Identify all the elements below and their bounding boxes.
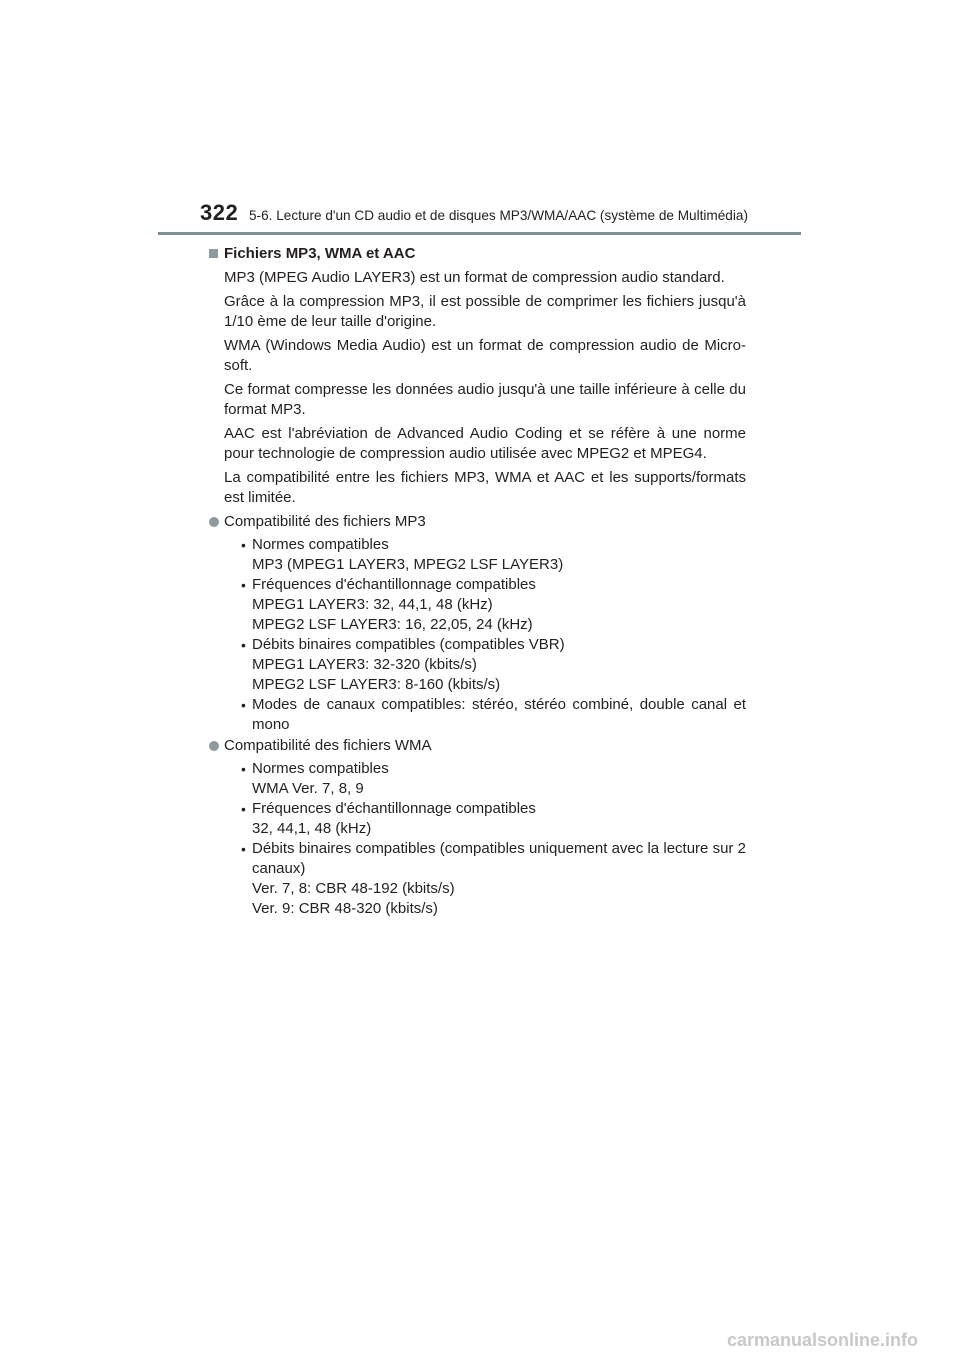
list-item-label: Fréquences d'échantillonnage compatibles bbox=[252, 800, 536, 817]
main-content bbox=[208, 244, 746, 919]
list-item-label: Fréquences d'échantillonnage compatibles bbox=[252, 576, 536, 593]
list-item-detail: Ver. 9: CBR 48-320 (kbits/s) bbox=[252, 900, 438, 917]
paragraph: La compatibilité entre les fichiers MP3, WMA et AAC et les supports/formats est limitée. bbox=[224, 469, 746, 506]
list-item-label: Débits binaires compatibles (compatibles VBR) bbox=[252, 636, 565, 653]
list-item-detail: WMA Ver. 7, 8, 9 bbox=[252, 780, 364, 797]
list-item bbox=[208, 535, 746, 575]
list-item bbox=[208, 839, 746, 919]
list-item-label: Normes compatibles bbox=[252, 536, 389, 553]
bullet-dot-icon: • bbox=[241, 637, 246, 653]
list-item bbox=[208, 695, 746, 735]
mp3-heading-text: Compatibilité des fichiers MP3 bbox=[224, 513, 426, 530]
list-item-detail: MPEG2 LSF LAYER3: 8-160 (kbits/s) bbox=[252, 676, 501, 693]
square-bullet-icon bbox=[209, 249, 218, 258]
bullet-dot-icon: • bbox=[241, 537, 246, 553]
paragraph: AAC est l'abréviation de Advanced Audio Coding et se réfère à une norme pour technologie de compression audio utilisée avec MPEG2 et MPEG4. bbox=[224, 425, 746, 462]
circle-bullet-icon bbox=[209, 741, 219, 751]
wma-list bbox=[208, 759, 746, 919]
list-item-detail: MPEG1 LAYER3: 32, 44,1, 48 (kHz) bbox=[252, 596, 493, 613]
list-item-detail: MPEG2 LSF LAYER3: 16, 22,05, 24 (kHz) bbox=[252, 616, 533, 633]
list-item bbox=[208, 759, 746, 799]
header-title: 5-6. Lecture d'un CD audio et de disques MP3/WMA/AAC (système de Multimédia) bbox=[249, 208, 748, 223]
paragraph: MP3 (MPEG Audio LAYER3) est un format de compression audio standard. bbox=[224, 269, 725, 286]
list-item-label: Modes de canaux compatibles: stéréo, stéréo combiné, double canal et mono bbox=[252, 696, 746, 733]
bullet-dot-icon: • bbox=[241, 761, 246, 777]
mp3-list bbox=[208, 535, 746, 735]
section-heading bbox=[208, 244, 746, 264]
wma-subsection-heading bbox=[208, 736, 746, 756]
list-item bbox=[208, 635, 746, 695]
list-item-detail: 32, 44,1, 48 (kHz) bbox=[252, 820, 372, 837]
bullet-dot-icon: • bbox=[241, 697, 246, 713]
paragraph: Grâce à la compression MP3, il est possible de comprimer les fichiers jusqu'à 1/10 ème de leur taille d'origine. bbox=[224, 293, 746, 330]
bullet-dot-icon: • bbox=[241, 801, 246, 817]
watermark-text: carmanualsonline.info bbox=[727, 1330, 919, 1350]
list-item-detail: Ver. 7, 8: CBR 48-192 (kbits/s) bbox=[252, 880, 455, 897]
list-item-detail: MPEG1 LAYER3: 32-320 (kbits/s) bbox=[252, 656, 477, 673]
list-item-label: Normes compatibles bbox=[252, 760, 389, 777]
list-item-label: Débits binaires compatibles (compatibles uniquement avec la lecture sur 2 canaux) bbox=[252, 840, 746, 877]
bullet-dot-icon: • bbox=[241, 841, 246, 857]
header-rule bbox=[158, 232, 801, 235]
section-heading-text: Fichiers MP3, WMA et AAC bbox=[224, 245, 416, 262]
mp3-subsection-heading bbox=[208, 512, 746, 532]
circle-bullet-icon bbox=[209, 517, 219, 527]
bullet-dot-icon: • bbox=[241, 577, 246, 593]
paragraph: Ce format compresse les données audio jusqu'à une taille inférieure à celle du format MP3. bbox=[224, 381, 746, 418]
list-item-detail: MP3 (MPEG1 LAYER3, MPEG2 LSF LAYER3) bbox=[252, 556, 564, 573]
list-item bbox=[208, 575, 746, 635]
page-number: 322 bbox=[200, 200, 239, 225]
wma-heading-text: Compatibilité des fichiers WMA bbox=[224, 737, 432, 754]
list-item bbox=[208, 799, 746, 839]
paragraph: WMA (Windows Media Audio) est un format de compression audio de Micro- soft. bbox=[224, 337, 746, 374]
